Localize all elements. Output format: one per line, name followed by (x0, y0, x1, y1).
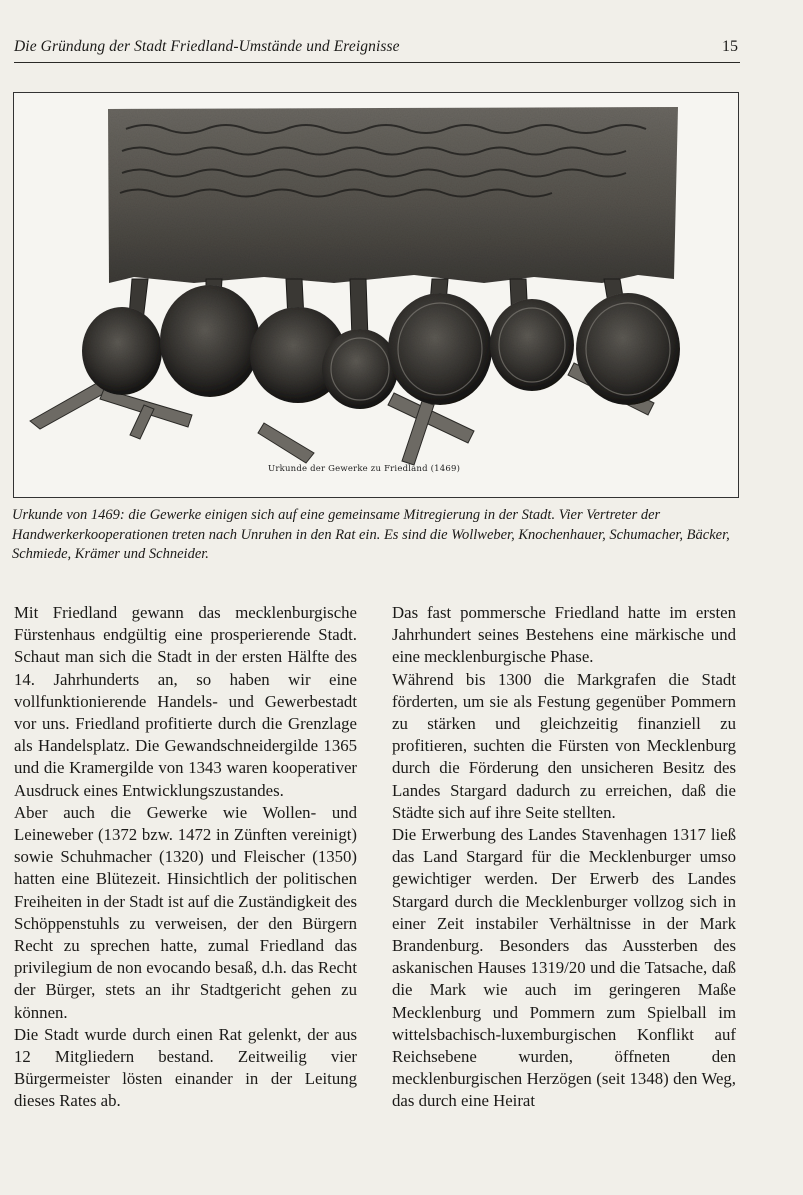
running-header (14, 36, 740, 63)
document-photo-figure (13, 92, 739, 498)
left-column (14, 602, 357, 1113)
seal-2 (160, 285, 260, 397)
seal-1 (82, 307, 162, 395)
paragraph: Die Erwerbung des Landes Stavenhagen 1317 ließ das Land Stargard für die Mecklenburger umso gewichtiger werden. Der Erwerb des Landes Stargard durch die Mecklenburger vollzog sich in einer Zeit instabiler Verhältnisse in der Mark Brandenburg. Besonders das Aussterben des askanischen Hauses 1319/20 und die Tatsache, daß die Mark wie auch im geringeren Maße Mecklenburg und Pommern zum Spielball im wittelsbachisch-luxemburgischen Konflikt auf Reichsebene wurden, öffneten den mecklenburgischen Herzögen (seit 1348) den Weg, das durch eine Heirat (392, 825, 736, 1111)
figure-caption: Urkunde von 1469: die Gewerke einigen sich auf eine gemeinsame Mitregierung in der Stadt. Vier Vertreter der Handwerkerkooperationen treten nach Unruhen in den Rat ein. Es sind die Wollweber, Knochenhauer, Schumacher, Bäcker, Schmiede, Krämer und Schneider. (12, 507, 730, 562)
photo-inner-caption: Urkunde der Gewerke zu Friedland (1469) (268, 464, 461, 474)
paragraph: Das fast pommersche Friedland hatte im ersten Jahrhundert seines Bestehens eine märkische und eine mecklenburgische Phase. (392, 603, 736, 667)
paragraph: Mit Friedland gewann das mecklenburgische Fürstenhaus endgültig eine prosperierende Stadt. Schaut man sich die Stadt in der ersten Hälfte des 14. Jahrhunderts an, so haben wir eine vollfunktionierende Handels- und Gewerbestadt vor uns. Friedland profitierte durch die Grenzlage als Handelsplatz. Die Gewandschneidergilde 1365 und die Kramergilde von 1343 waren kooperativer Ausdruck eines Entwicklungszustandes. (14, 603, 357, 800)
seal-7 (576, 293, 680, 405)
seal-5 (388, 293, 492, 405)
charter-with-seals-image (14, 93, 738, 497)
running-title: Die Gründung der Stadt Friedland-Umstände und Ereignisse (14, 38, 400, 55)
page-number: 15 (722, 38, 738, 55)
right-column (392, 602, 736, 1113)
seal-4 (322, 329, 398, 409)
paragraph: Während bis 1300 die Markgrafen die Stadt förderten, um sie als Festung gegenüber Pommern zu stärken und gleichzeitig finanziell zu profitieren, suchten die Fürsten von Mecklenburg durch die Förderung den unsicheren Besitz des Landes Stargard dadurch zu erreichen, daß die Städte sich auf ihre Seite stellten. (392, 669, 736, 822)
seal-6 (490, 299, 574, 391)
paragraph: Aber auch die Gewerke wie Wollen- und Leineweber (1372 bzw. 1472 in Zünften vereinigt) sowie Schuhmacher (1320) und Fleischer (1350) hatten eine Blütezeit. Hinsichtlich der politischen Freiheiten in der Stadt ist auf die Zuständigkeit des Schöppenstuhls zu verweisen, der den Bürgern Recht zu sprechen hatte, zumal Friedland das privilegium de non evocando besaß, d.h. das Recht der Bürger, stets an ihr Stadtgericht gehen zu können. (14, 802, 358, 1022)
paragraph: Die Stadt wurde durch einen Rat gelenkt, der aus 12 Mitgliedern bestand. Zeitweilig vier Bürgermeister lösten einander in der Leitung dieses Rates ab. (14, 1024, 357, 1111)
